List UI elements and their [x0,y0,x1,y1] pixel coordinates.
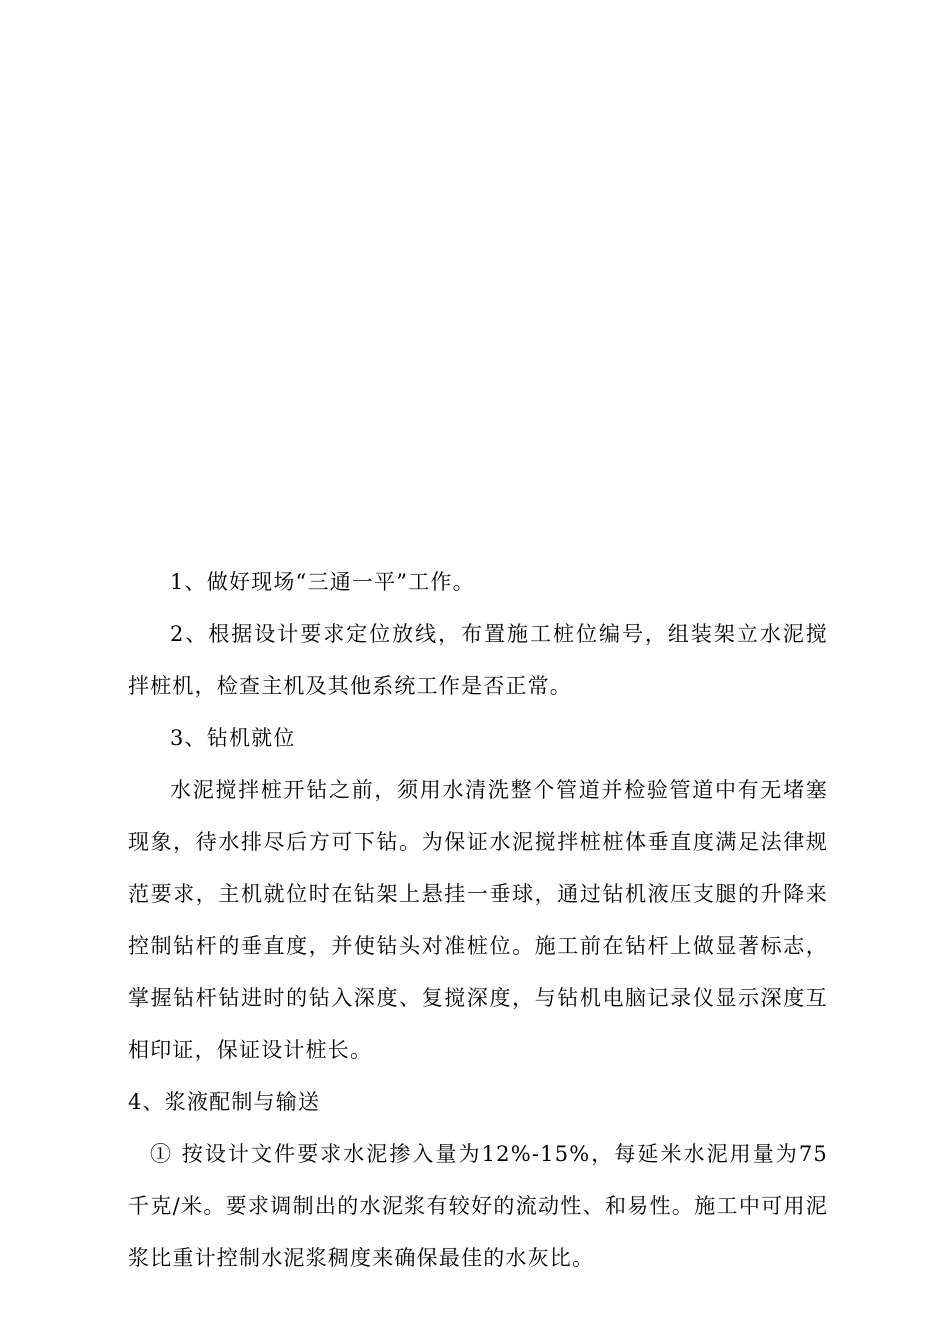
paragraph-item-4-body: ① 按设计文件要求水泥掺入量为12%-15%，每延米水泥用量为75千克/米。要求调制出的水泥浆有较好的流动性、和易性。施工中可用泥浆比重计控制水泥浆稠度来确保最佳的水灰比。 [128,1142,828,1270]
document-body [128,556,828,1284]
heading-item-3: 3、钻机就位 [170,726,296,750]
paragraph-item-2: 2、根据设计要求定位放线，布置施工桩位编号，组装架立水泥搅拌桩机，检查主机及其他系统工作是否正常。 [128,622,828,698]
paragraph-item-1: 1、做好现场“三通一平”工作。 [170,570,475,594]
heading-item-4: 4、浆液配制与输送 [128,1090,321,1114]
paragraph-item-3-body: 水泥搅拌桩开钻之前，须用水清洗整个管道并检验管道中有无堵塞现象，待水排尽后方可下钻。为保证水泥搅拌桩桩体垂直度满足法律规范要求，主机就位时在钻架上悬挂一垂球，通过钻机液压支腿的升降来控制钻杆的垂直度，并使钻头对准桩位。施工前在钻杆上做显著标志，掌握钻杆钻进时的钻入深度、复搅深度，与钻机电脑记录仪显示深度互相印证，保证设计桩长。 [128,778,828,1062]
